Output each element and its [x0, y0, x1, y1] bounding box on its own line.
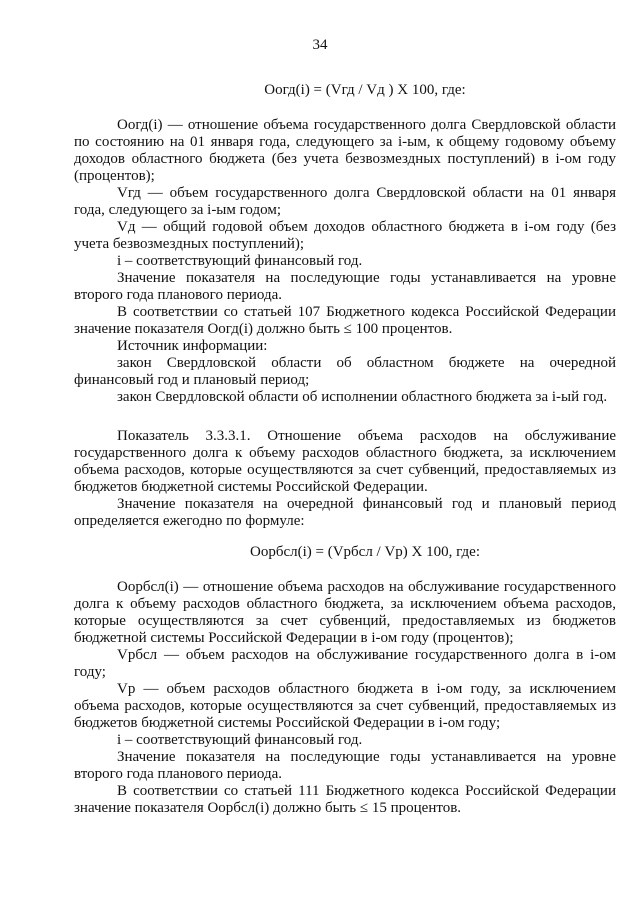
- definition-vrbsl: Vрбсл — объем расходов на обслуживание государственного долга в i-ом году;: [74, 647, 616, 680]
- source-heading: Источник информации:: [117, 338, 268, 354]
- source-law-execution: закон Свердловской области об исполнении областного бюджета за i-ый год.: [117, 389, 608, 405]
- note-next-years-2: Значение показателя на последующие годы устанавливается на уровне второго года планового периода.: [74, 749, 616, 782]
- note-next-years: Значение показателя на последующие годы устанавливается на уровне второго года планового периода.: [74, 270, 616, 303]
- definition-vd: Vд — общий годовой объем доходов областного бюджета в i-ом году (без учета безвозмездных поступлений);: [74, 219, 616, 252]
- page-number: 34: [312, 37, 328, 53]
- formula-oogd: Оогд(i) = (Vгд / Vд ) X 100, где:: [264, 82, 466, 98]
- section-gap: [74, 406, 616, 428]
- definition-vr: Vр — объем расходов областного бюджета в i-ом году, за исключением объема расходов, которые осуществляются за счет субвенций, предоставляемых из бюджетов бюджетной системы Российской Федерации в i-ом году;: [74, 681, 616, 731]
- definition-i: i – соответствующий финансовый год.: [117, 253, 363, 269]
- indicator-formula-intro: Значение показателя на очередной финансовый год и плановый период определяется ежегодно по формуле:: [74, 496, 616, 529]
- definition-vgd: Vгд — объем государственного долга Свердловской области на 01 января года, следующего за i-ым годом;: [74, 185, 616, 218]
- definition-i-2: i – соответствующий финансовый год.: [117, 732, 363, 748]
- indicator-heading: Показатель 3.3.3.1. Отношение объема расходов на обслуживание государственного долга к объему расходов областного бюджета, за исключением объема расходов, которые осуществляются за счет субвенций, предоставляемых из бюджетов бюджетной системы Российской Федерации.: [74, 428, 616, 495]
- document-body: [74, 82, 616, 817]
- note-article-107: В соответствии со статьей 107 Бюджетного кодекса Российской Федерации значение показателя Оогд(i) должно быть ≤ 100 процентов.: [74, 304, 616, 337]
- source-law-budget: закон Свердловской области об областном бюджете на очередной финансовый год и плановый период;: [74, 355, 616, 388]
- definition-oorbsl: Оорбсл(i) — отношение объема расходов на обслуживание государственного долга к объему расходов областного бюджета, за исключением объема расходов, которые осуществляются за счет субвенций, предоставляемых из бюджетов бюджетной системы Российской Федерации в i-ом году (процентов);: [74, 579, 616, 646]
- formula-oorbsl: Оорбсл(i) = (Vрбсл / Vр) X 100, где:: [249, 544, 481, 560]
- note-article-111: В соответствии со статьей 111 Бюджетного кодекса Российской Федерации значение показателя Оорбсл(i) должно быть ≤ 15 процентов.: [74, 783, 616, 816]
- definition-oogd: Оогд(i) — отношение объема государственного долга Свердловской области по состоянию на 01 января года, следующего за i-ым, к общему годовому объему доходов областного бюджета (без учета безвозмездных поступлений) в i-ом году (процентов);: [74, 117, 616, 184]
